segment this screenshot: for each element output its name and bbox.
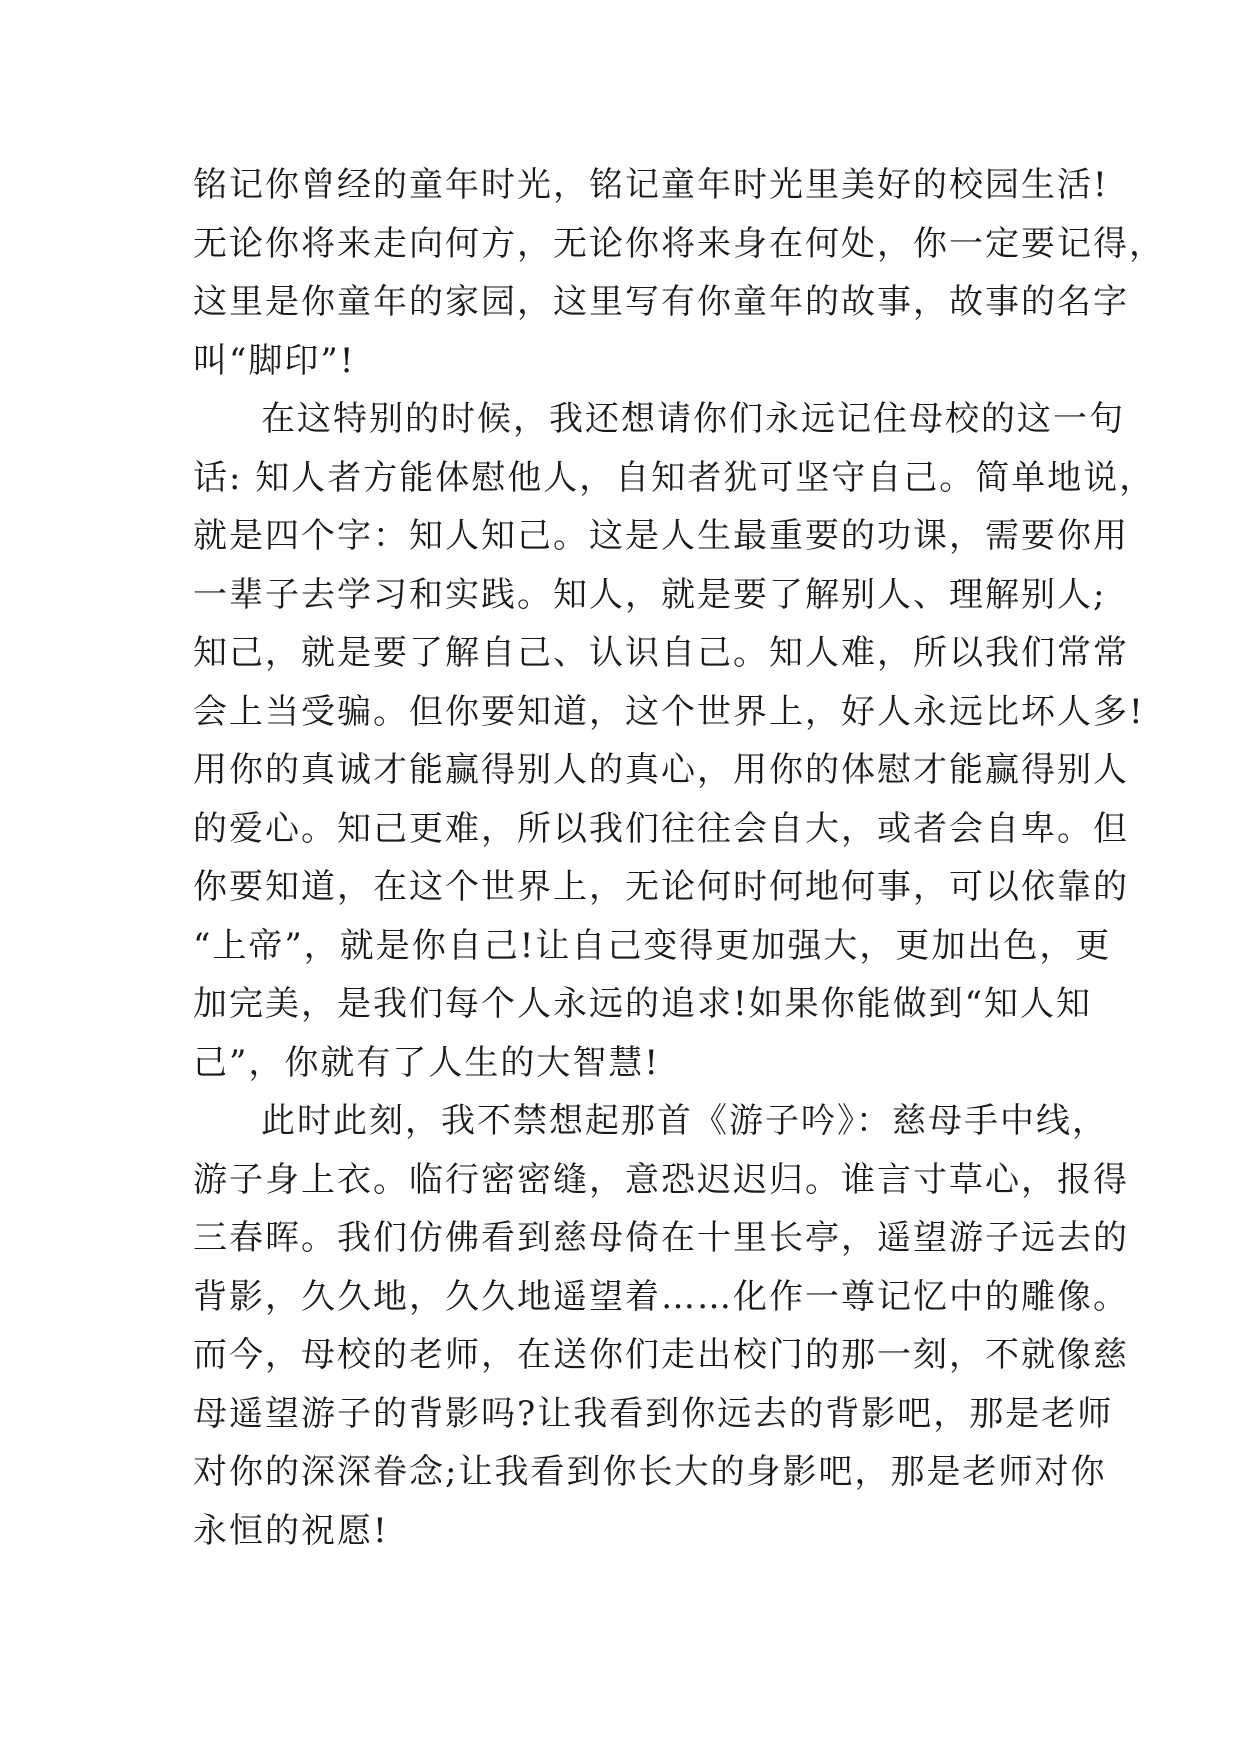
text-line: 就是四个字：知人知己。这是人生最重要的功课，需要你用 [193,516,1129,556]
paragraph [193,1092,1129,1560]
text-line: 永恒的祝愿! [193,1510,389,1551]
text-line: 三春晖。我们仿佛看到慈母倚在十里长亭，遥望游子远去的 [193,1218,1129,1258]
paragraph [193,156,1165,390]
paragraph [193,390,1156,1092]
text-line: 背影，久久地，久久地遥望着……化作一尊记忆中的雕像。 [193,1276,1129,1317]
text-line: 在这特别的时候，我还想请你们永远记住母校的这一句 [261,399,1125,439]
text-line: 己”，你就有了人生的大智慧! [193,1042,661,1083]
text-line: 母遥望游子的背影吗?让我看到你远去的背影吧，那是老师 [193,1393,1114,1434]
text-line: 话: 知人者方能体慰他人，自知者犹可坚守自己。简单地说， [193,457,1156,498]
text-line: 而今，母校的老师，在送你们走出校门的那一刻，不就像慈 [193,1335,1129,1375]
text-line: 叫“脚印”! [193,340,356,381]
text-line: 会上当受骗。但你要知道，这个世界上，好人永远比坏人多! [193,691,1145,732]
text-line: 一辈子去学习和实践。知人，就是要了解别人、理解别人; [193,574,1107,615]
text-line: 用你的真诚才能赢得别人的真心，用你的体慰才能赢得别人 [193,750,1129,790]
text-line: 此时此刻，我不禁想起那首《游子吟》：慈母手中线， [261,1101,1108,1141]
text-line: “上帝”，就是你自己!让自己变得更加强大，更加出色，更 [193,925,1112,966]
text-line: 铭记你曾经的童年时光，铭记童年时光里美好的校园生活! [193,165,1109,205]
text-line: 游子身上衣。临行密密缝，意恐迟迟归。谁言寸草心，报得 [193,1159,1129,1200]
text-line: 无论你将来走向何方，无论你将来身在何处，你一定要记得， [193,223,1165,264]
document-body [193,156,1165,1560]
text-line: 对你的深深眷念;让我看到你长大的身影吧，那是老师对你 [193,1452,1107,1492]
text-line: 的爱心。知己更难，所以我们往往会自大，或者会自卑。但 [193,808,1129,849]
text-line: 你要知道，在这个世界上，无论何时何地何事，可以依靠的 [193,867,1129,907]
text-line: 知己，就是要了解自己、认识自己。知人难，所以我们常常 [193,633,1129,673]
text-line: 这里是你童年的家园，这里写有你童年的故事，故事的名字 [193,282,1129,322]
text-line: 加完美，是我们每个人永远的追求!如果你能做到“知人知 [193,984,1093,1024]
